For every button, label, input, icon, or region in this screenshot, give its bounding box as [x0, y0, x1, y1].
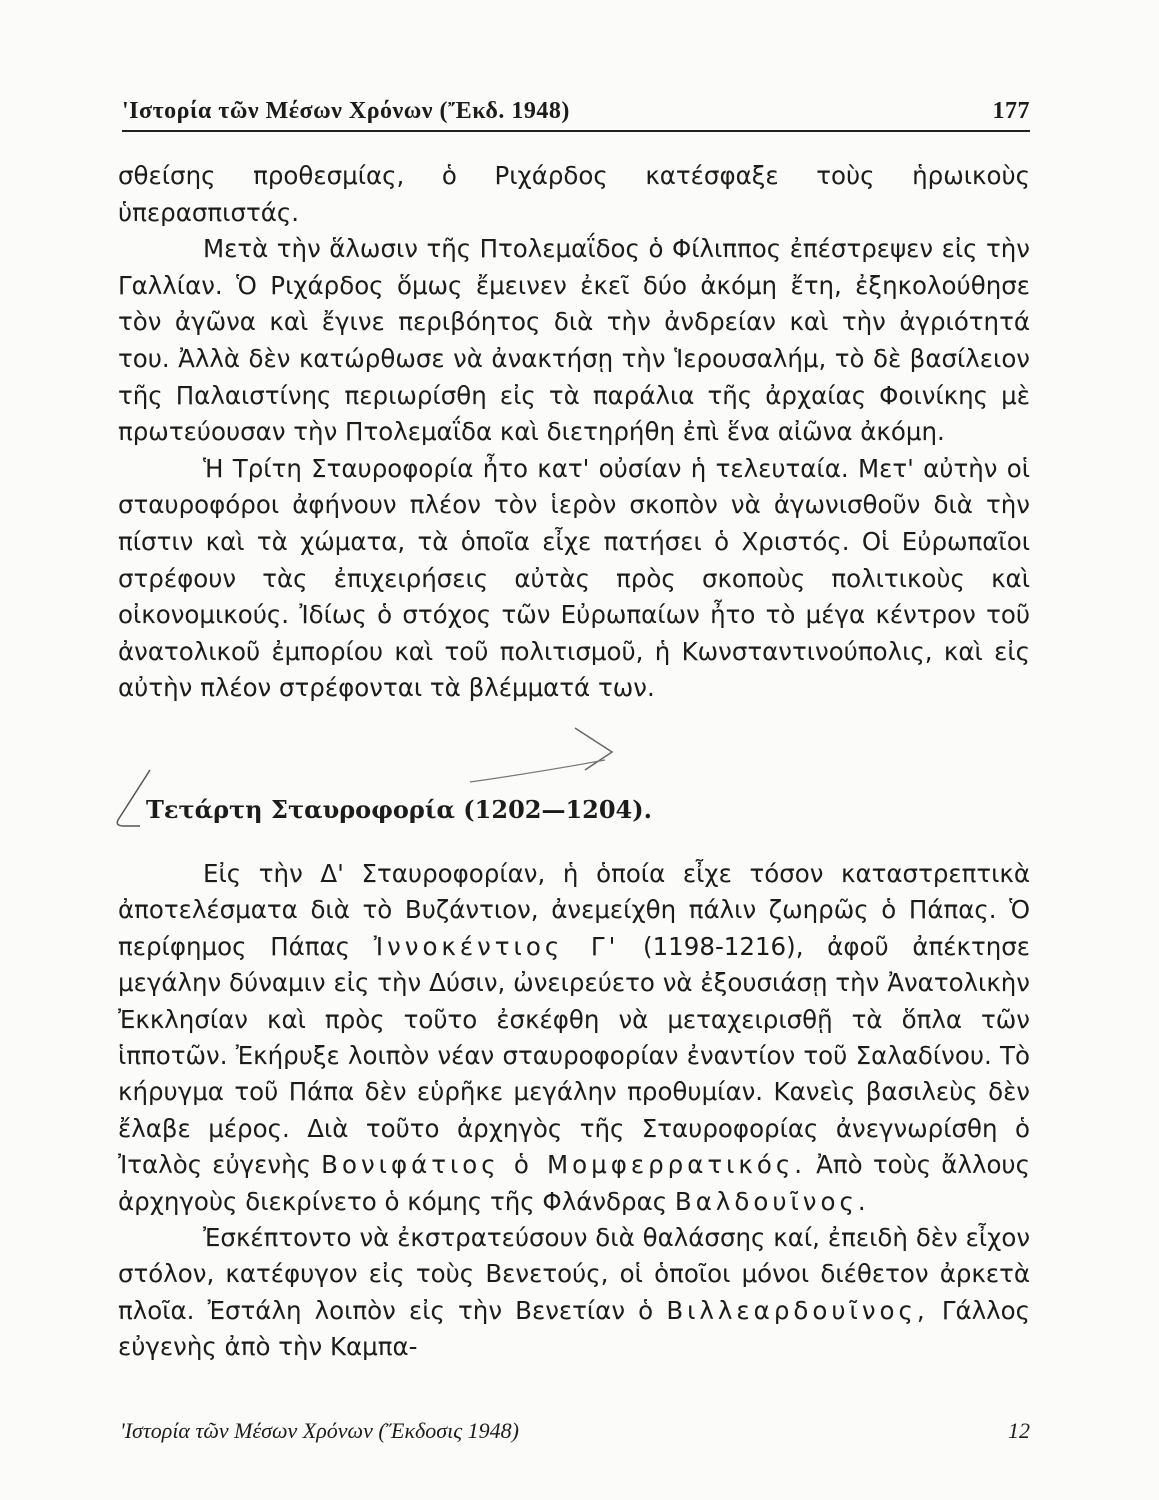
pencil-stroke-mark: [470, 760, 605, 782]
name-innocent: Ἰννοκέντιος Γ': [373, 931, 620, 961]
footer-title: 'Ιστορία τῶν Μέσων Χρόνων (Ἔκδοσις 1948): [120, 1418, 519, 1443]
paragraph-4-part-a: Εἰς τὴν Δ' Σταυροφορίαν, ἡ ὁποία εἶχε τόσον καταστρεπτικὰ ἀποτελέσματα διὰ τὸ Βυζάντιον, ἀνεμείχθη πάλιν ζωηρῶς ὁ Πάπας. Ὁ περίφημος Πάπας: [118, 859, 1030, 961]
paragraph-4: [118, 856, 1030, 1220]
section-heading: Τετάρτη Σταυροφορία (1202—1204).: [146, 795, 652, 824]
paragraph-4-part-b: (1198-1216), ἀφοῦ ἀπέκτησε μεγάλην δύναμιν εἰς τὴν Δύσιν, ὠνειρεύετο νὰ ἐξουσιάσῃ τὴν Ἀνατολικὴν Ἐκκλησίαν καὶ πρὸς τοῦτο ἐσκέφθη νὰ μεταχειρισθῇ τὰ ὅπλα τῶν ἱπποτῶν. Ἐκήρυξε λοιπὸν νέαν σταυροφορίαν ἐναντίον τοῦ Σαλαδίνου. Τὸ κήρυγμα τοῦ Πάπα δὲν εὑρῆκε μεγάλην προθυμίαν. Κανεὶς βασιλεὺς δὲν ἔλαβε μέρος. Διὰ τοῦτο ἀρχηγὸς τῆς Σταυροφορίας ἀνεγνωρίσθη ὁ Ἰταλὸς εὐγενὴς: [118, 931, 1031, 1180]
running-head: [122, 98, 1030, 132]
body-text-bottom: [118, 856, 1030, 1366]
paragraph-4-part-c: Ἀπὸ τοὺς ἄλλους ἀρχηγοὺς διεκρίνετο ὁ κόμης τῆς Φλάνδρας: [118, 1150, 1030, 1216]
paragraph-2: Μετὰ τὴν ἅλωσιν τῆς Πτολεμαΐδος ὁ Φίλιππος ἐπέστρεψεν εἰς τὴν Γαλλίαν. Ὁ Ριχάρδος ὅμως ἔμεινεν ἐκεῖ δύο ἀκόμη ἔτη, ἐξηκολούθησε τὸν ἀγῶνα καὶ ἔγινε περιβόητος διὰ τὴν ἀνδρείαν καὶ τὴν ἀγριότητά του. Ἀλλὰ δὲν κατώρθωσε νὰ ἀνακτήσῃ τὴν Ἱερουσαλήμ, τὸ δὲ βασίλειον τῆς Παλαιστίνης περιωρίσθη εἰς τὰ παράλια τῆς ἀρχαίας Φοινίκης μὲ πρωτεύουσαν τὴν Πτολεμαΐδα καὶ διετηρήθη ἐπὶ ἕνα αἰῶνα ἀκόμη.: [118, 234, 1030, 447]
name-boniface: Βονιφάτιος ὁ Μομφερρατικός.: [321, 1150, 806, 1180]
paragraph-5-part-b: Γάλλος εὐγενὴς ἀπὸ τὴν Καμπα-: [118, 1295, 1030, 1362]
paragraph-5: [118, 1220, 1030, 1366]
footer: [120, 1418, 1030, 1448]
name-baldwin: Βαλδουῖνος.: [674, 1186, 870, 1216]
running-head-title: 'Ιστορία τῶν Μέσων Χρόνων (Ἔκδ. 1948): [122, 98, 570, 124]
signature-number: 12: [1008, 1418, 1030, 1443]
pencil-arrow-mark: [575, 728, 612, 770]
name-villehardouin: Βιλλεαρδουῖνος,: [666, 1295, 929, 1325]
paragraph-3: Ἡ Τρίτη Σταυροφορία ἦτο κατ' οὐσίαν ἡ τελευταία. Μετ' αὐτὴν οἱ σταυροφόροι ἀφήνουν πλέον τὸν ἱερὸν σκοπὸν νὰ ἀγωνισθοῦν διὰ τὴν πίστιν καὶ τὰ χώματα, τὰ ὁποῖα εἶχε πατήσει ὁ Χριστός. Οἱ Εὐρωπαῖοι στρέφουν τὰς ἐπιχειρήσεις αὐτὰς πρὸς σκοποὺς πολιτικοὺς καὶ οἰκονομικούς. Ἰδίως ὁ στόχος τῶν Εὐρωπαίων ἦτο τὸ μέγα κέντρον τοῦ ἀνατολικοῦ ἐμπορίου καὶ τοῦ πολιτισμοῦ, ἡ Κωνσταντινούπολις, καὶ εἰς αὐτὴν πλέον στρέφονται τὰ βλέμματά των.: [118, 453, 1030, 703]
body-text-top: [118, 158, 1030, 707]
paragraph-1: σθείσης προθεσμίας, ὁ Ριχάρδος κατέσφαξε τοὺς ἡρωικοὺς ὑπερασπιστάς.: [118, 161, 1030, 227]
header-rule: [122, 130, 1030, 132]
page-number: 177: [992, 98, 1030, 124]
paragraph-5-part-a: Ἐσκέπτοντο νὰ ἐκστρατεύσουν διὰ θαλάσσης καί, ἐπειδὴ δὲν εἶχον στόλον, κατέφυγον εἰς τοὺς Βενετούς, οἱ ὁποῖοι μόνοι διέθετον ἀρκετὰ πλοῖα. Ἐστάλη λοιπὸν εἰς τὴν Βενετίαν ὁ: [118, 1223, 1030, 1325]
